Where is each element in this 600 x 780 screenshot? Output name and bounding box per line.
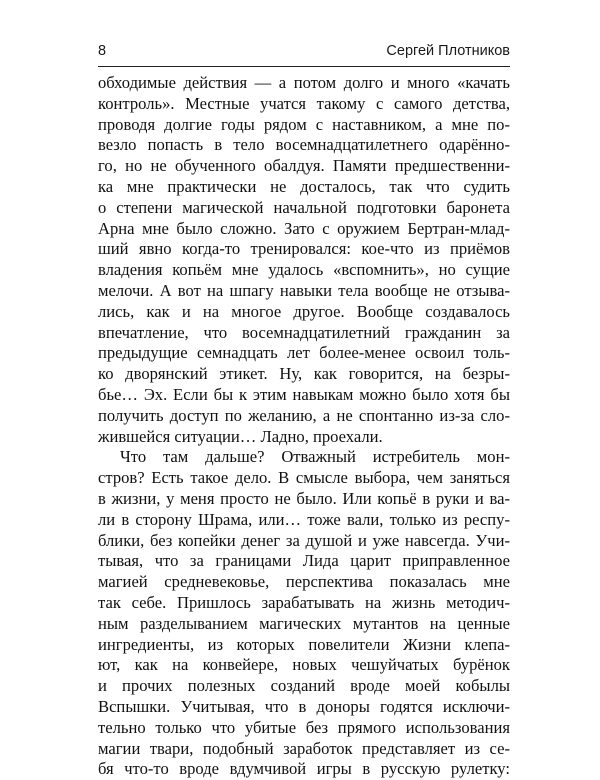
text-line: тывая, что за границами Лида царит приправленное: [98, 551, 510, 571]
text-line: владения копьём мне удалось «вспомнить», но сущие: [98, 260, 510, 280]
text-line-paragraph-start: Что там дальше? Отважный истребитель мон-: [120, 447, 510, 467]
text-line: магией средневековье, перспектива показалась мне: [98, 572, 510, 592]
text-line: го, но не обученного обалдуя. Памяти предшественни-: [98, 156, 510, 176]
text-line: бя что-то вроде вдумчивой игры в русскую рулетку:: [98, 759, 510, 779]
text-line: мелочи. А вот на шпагу навыки тела вообще не отзыва-: [98, 280, 510, 300]
text-line: о степени магической начальной подготовки баронета: [98, 197, 510, 217]
text-line: и прочих полезных созданий вроде моей кобылы: [98, 676, 510, 696]
text-line: контроль». Местные учатся такому с самого детства,: [98, 93, 510, 113]
body-text: [98, 73, 510, 780]
text-line: жившейся ситуации… Ладно, проехали.: [98, 426, 383, 446]
text-line: проводя долгие годы рядом с наставником, а мне по-: [98, 114, 510, 134]
text-line: ли в сторону Шрама, или… тоже вали, только из респу-: [98, 509, 510, 529]
text-line: обходимые действия — а потом долго и много «качать: [98, 73, 510, 92]
header-divider: [98, 66, 510, 67]
text-line: блики, без копейки денег за душой и уже навсегда. Учи-: [98, 530, 510, 550]
text-line: лись, как и на многое другое. Вообще создавалось: [98, 301, 510, 321]
text-line: тельно только что убитые без прямого использования: [98, 717, 510, 737]
text-line: стров? Есть такое дело. В смысле выбора, чем заняться: [98, 468, 510, 488]
text-line: ший явно когда-то тренировался: кое-что из приёмов: [98, 239, 510, 259]
text-line: ка мне практически не досталось, так что судить: [98, 176, 510, 196]
text-line: Вспышки. Учитывая, что в доноры годятся исключи-: [98, 696, 510, 716]
text-line: Арна мне было сложно. Зато с оружием Бертран-млад-: [98, 218, 510, 238]
author-name: Сергей Плотников: [386, 43, 510, 59]
page-number: 8: [98, 43, 107, 59]
running-header: [98, 43, 510, 63]
text-line: ют, как на конвейере, новых чешуйчатых бурёнок: [98, 655, 510, 675]
text-line: везло попасть в тело восемнадцатилетнего одарённо-: [98, 135, 510, 155]
text-line: предыдущие семнадцать лет более-менее освоил толь-: [98, 343, 510, 363]
text-line: ингредиенты, из которых повелители Жизни клепа-: [98, 634, 510, 654]
text-line: ко дворянский этикет. Ну, как говорится, на безры-: [98, 364, 510, 384]
text-line: так себе. Пришлось зарабатывать на жизнь методич-: [98, 592, 510, 612]
text-line: ным разделыванием магических мутантов на ценные: [98, 613, 510, 633]
text-line: получить доступ по желанию, а не спонтанно из-за сло-: [98, 405, 510, 425]
text-line: впечатление, что восемнадцатилетний гражданин за: [98, 322, 510, 342]
text-line: магии твари, подобный заработок представляет из се-: [98, 738, 510, 758]
text-line: бье… Эх. Если бы к этим навыкам можно было хотя бы: [98, 384, 510, 404]
text-line: в жизни, у меня просто не было. Или копьё в руки и ва-: [98, 488, 510, 508]
